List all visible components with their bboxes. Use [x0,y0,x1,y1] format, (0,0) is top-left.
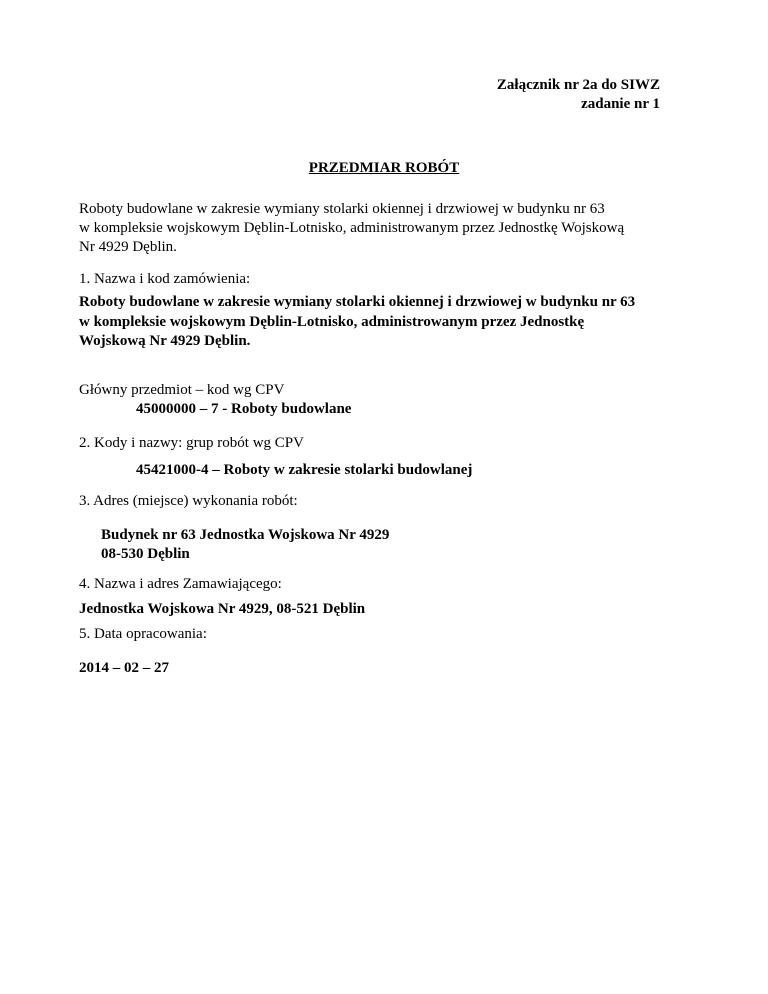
section-1-heading: 1. Nazwa i kod zamówienia: [79,271,251,287]
order-name-line: Wojskową Nr 4929 Dęblin. [79,333,251,349]
address-line: Budynek nr 63 Jednostka Wojskowa Nr 4929 [101,527,390,543]
works-group-cpv: 45421000-4 – Roboty w zakresie stolarki budowlanej [136,462,473,478]
section-4-heading: 4. Nazwa i adres Zamawiającego: [79,576,282,592]
section-2-heading: 2. Kody i nazwy: grup robót wg CPV [79,435,304,451]
main-subject-heading: Główny przedmiot – kod wg CPV [79,382,285,398]
intro-line: Roboty budowlane w zakresie wymiany stolarki okiennej i drzwiowej w budynku nr 63 [79,201,605,217]
section-5-heading: 5. Data opracowania: [79,626,207,642]
attachment-label: Załącznik nr 2a do SIWZ [496,77,660,93]
contracting-authority: Jednostka Wojskowa Nr 4929, 08-521 Dęblin [79,601,366,617]
address-line: 08-530 Dęblin [101,546,190,562]
main-subject-cpv: 45000000 – 7 - Roboty budowlane [136,401,352,417]
intro-line: w kompleksie wojskowym Dęblin-Lotnisko, administrowanym przez Jednostkę Wojskową [79,220,625,236]
order-name-line: Roboty budowlane w zakresie wymiany stolarki okiennej i drzwiowej w budynku nr 63 [79,294,636,310]
section-3-heading: 3. Adres (miejsce) wykonania robót: [79,493,298,509]
task-number: zadanie nr 1 [581,96,660,112]
page-title: PRZEDMIAR ROBÓT [308,160,460,176]
preparation-date: 2014 – 02 – 27 [79,660,169,676]
order-name-line: w kompleksie wojskowym Dęblin-Lotnisko, administrowanym przez Jednostkę [79,314,585,330]
intro-line: Nr 4929 Dęblin. [79,239,177,255]
